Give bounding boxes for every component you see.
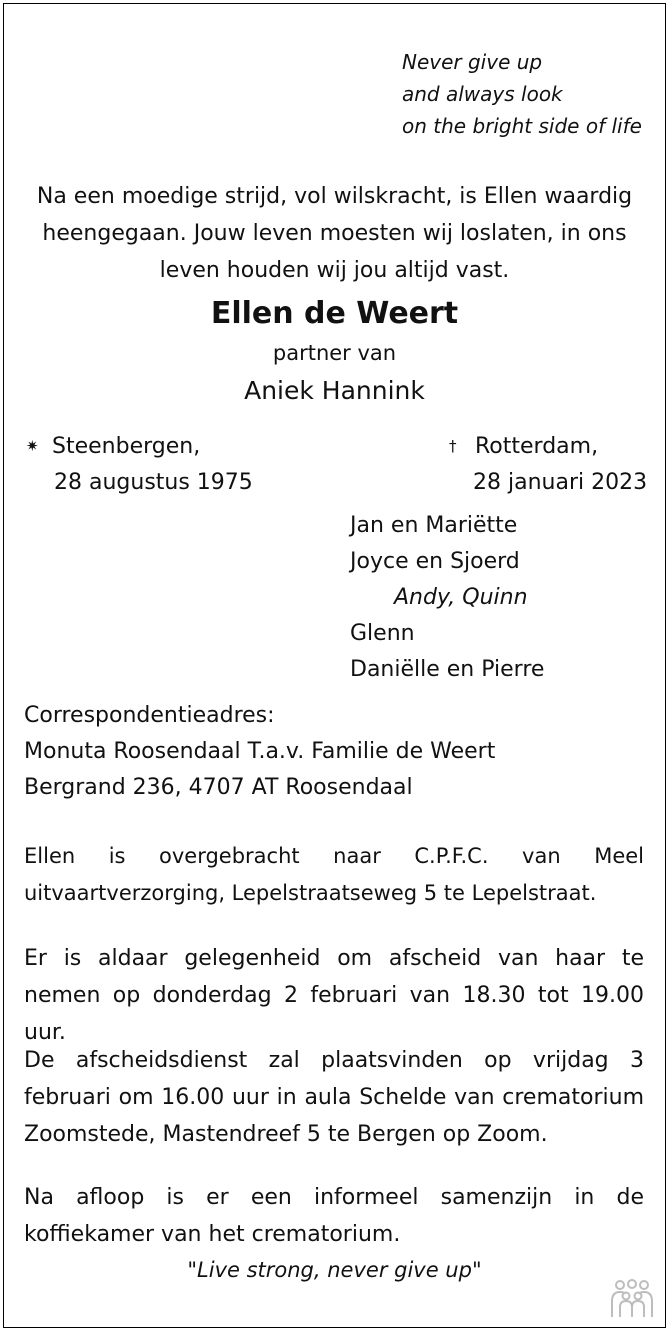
correspondence-recipient: Monuta Roosendaal T.a.v. Familie de Weert [24, 739, 496, 764]
death-cross-icon: † [449, 437, 457, 455]
motto [402, 46, 642, 142]
family-item: Daniëlle en Pierre [350, 657, 545, 682]
motto-line-2: and always look [402, 82, 563, 106]
death-info [449, 428, 647, 501]
deceased-name: Ellen de Weert [210, 296, 459, 331]
death-place: Rotterdam, [475, 434, 599, 459]
obituary-card [3, 3, 666, 1328]
correspondence-address [24, 698, 495, 806]
paragraph-transfer: Ellen is overgebracht naar C.P.F.C. van Meel uitvaartverzorging, Lepelstraatseweg 5 te Lepelstraat. [24, 844, 644, 905]
family-item: Jan en Mariëtte [350, 513, 518, 538]
family-list [350, 508, 544, 688]
family-item: Glenn [350, 621, 415, 646]
birth-star-icon: ✷ [26, 437, 39, 455]
family-item: Joyce en Sjoerd [350, 549, 520, 574]
family-item-grandchildren: Andy, Quinn [394, 585, 528, 610]
closing-quote: "Live strong, never give up" [187, 1258, 482, 1282]
paragraph-service: De afscheidsdienst zal plaatsvinden op vrijdag 3 februari om 16.00 uur in aula Schelde van crematorium Zoomstede, Mastendreef 5 te Bergen op Zoom. [24, 1048, 644, 1147]
partner-name: Aniek Hannink [244, 376, 425, 405]
correspondence-street: Bergrand 236, 4707 AT Roosendaal [24, 775, 413, 800]
partner-label: partner van [272, 341, 397, 365]
paragraph-viewing: Er is aldaar gelegenheid om afscheid van haar te nemen op donderdag 2 februari van 18.30 tot 19.00 uur. [24, 946, 644, 1045]
death-date: 28 januari 2023 [473, 470, 648, 495]
correspondence-label: Correspondentieadres: [24, 703, 275, 728]
birth-date: 28 augustus 1975 [54, 470, 253, 495]
intro-text: Na een moedige strijd, vol wilskracht, is Ellen waardig heengegaan. Jouw leven moesten wij loslaten, in ons leven houden wij jou altijd vast. [36, 184, 633, 283]
people-group-icon [609, 1279, 655, 1319]
motto-line-3: on the bright side of life [402, 114, 642, 138]
paragraph-gathering: Na afloop is er een informeel samenzijn in de koffiekamer van het crematorium. [24, 1185, 644, 1247]
motto-line-1: Never give up [402, 50, 543, 74]
birth-place: Steenbergen, [52, 434, 201, 459]
birth-info [26, 428, 253, 501]
